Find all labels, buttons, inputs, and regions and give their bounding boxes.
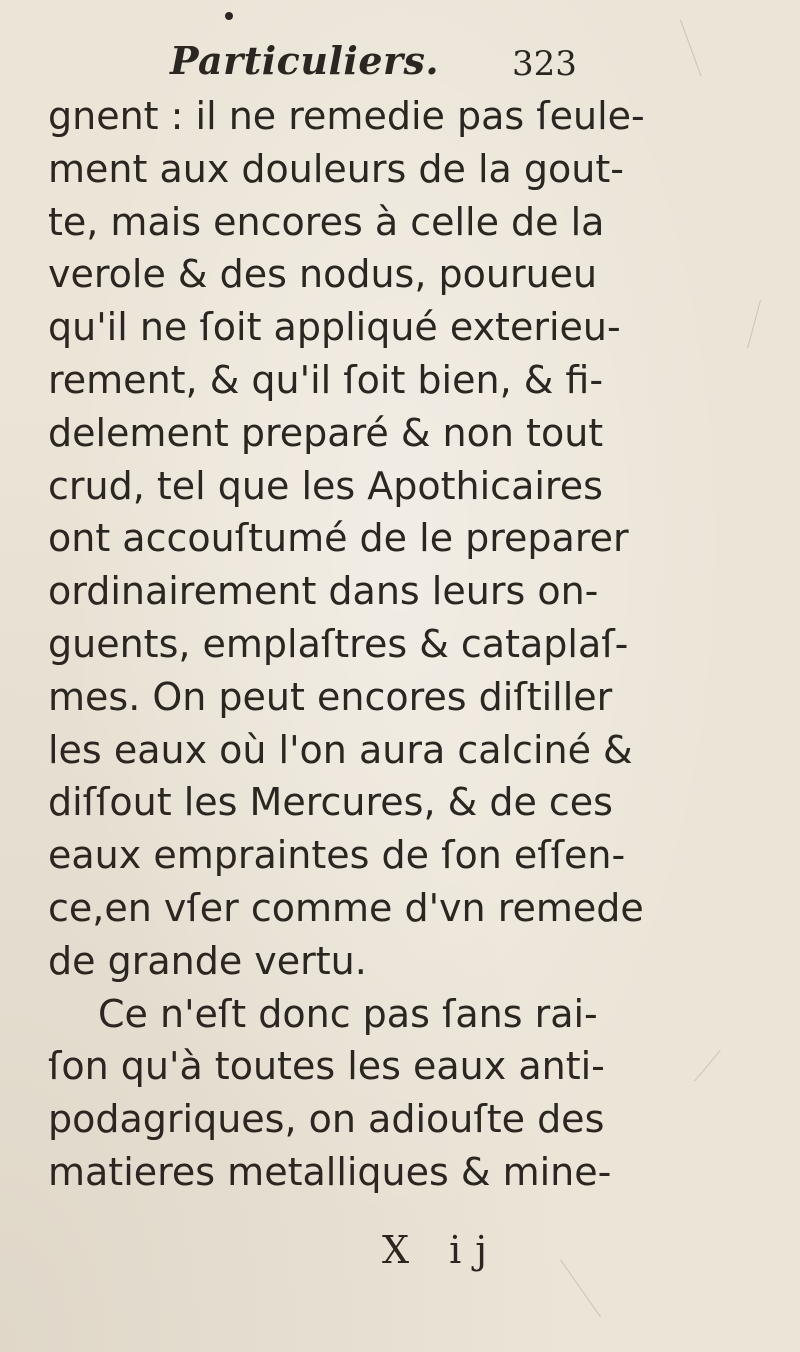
text-line: qu'il ne ſoit appliqué exterieu- <box>48 305 621 350</box>
paper-scratch <box>560 1259 601 1317</box>
text-line: les eaux où l'on aura calciné & <box>48 727 633 772</box>
text-line: matieres metalliques & mine- <box>48 1149 612 1194</box>
paper-scratch <box>680 20 701 77</box>
text-line: verole & des nodus, pourueu <box>48 252 598 297</box>
ink-dot <box>225 12 233 20</box>
text-line: ordinairement dans leurs on- <box>48 569 599 614</box>
text-line: podagriques, on adiouſte des <box>48 1097 605 1142</box>
text-line: crud, tel que les Apothicaires <box>48 463 603 508</box>
text-line: ce,en vſer comme d'vn remede <box>48 885 644 930</box>
text-line: ment aux douleurs de la gout- <box>48 146 624 191</box>
text-line: mes. On peut encores diſtiller <box>48 674 613 719</box>
text-line: de grande vertu. <box>48 938 367 983</box>
text-line: eaux empraintes de ſon eſſen- <box>48 833 626 878</box>
text-line: guents, emplaſtres & cataplaſ- <box>48 621 629 666</box>
text-line: ſon qu'à toutes les eaux anti- <box>48 1044 605 1089</box>
signature-mark: X ij <box>382 1228 502 1272</box>
text-line: ont accouſtumé de le preparer <box>48 516 629 561</box>
text-line: te, mais encores à celle de la <box>48 199 605 244</box>
running-head: Particuliers. <box>170 38 440 83</box>
body-text <box>48 90 768 1199</box>
page-number: 323 <box>512 44 577 84</box>
text-line: gnent : il ne remedie pas ſeule- <box>48 94 645 138</box>
text-line: diſſout les Mercures, & de ces <box>48 780 613 825</box>
text-line: rement, & qu'il ſoit bien, & fi- <box>48 357 604 402</box>
text-line: Ce n'eſt donc pas ſans rai- <box>98 991 598 1036</box>
text-line: delement preparé & non tout <box>48 410 604 455</box>
